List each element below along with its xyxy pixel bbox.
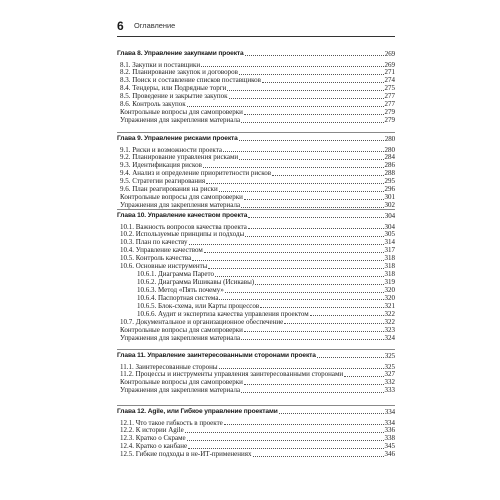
toc-chapter-page-number: 304 [384, 212, 395, 220]
dot-leader [244, 199, 384, 200]
toc-subsection-title: 10.6.1. Диаграмма Парето [137, 270, 215, 279]
dot-leader [317, 357, 384, 358]
dot-leader [224, 424, 384, 425]
toc-section[interactable] [117, 230, 395, 238]
dot-leader [225, 292, 384, 293]
toc-section-title: 8.1. Закупки и поставщики [120, 60, 201, 69]
dot-leader [187, 440, 384, 441]
toc-section-page-number: 323 [384, 325, 395, 334]
dot-leader [253, 456, 384, 457]
toc-section[interactable] [117, 426, 395, 434]
dot-leader [203, 167, 384, 168]
toc-section-title: 8.6. Контроль закупок [120, 100, 186, 109]
toc-section-title: Контрольные вопросы для самопроверки [120, 325, 243, 334]
toc-subsection-page-number: 322 [384, 309, 395, 318]
toc-chapter-title: Глава 12. Agile, или Гибкое управление проектами [117, 408, 278, 415]
toc-section[interactable] [117, 108, 395, 116]
chapter-separator [117, 132, 395, 133]
dot-leader [248, 217, 383, 218]
toc-section-title: 11.2. Процессы и инструменты управления заинтересованными сторонами [120, 370, 344, 379]
toc-section-page-number: 346 [384, 450, 395, 459]
toc-subsection[interactable] [117, 310, 395, 318]
page-header [117, 19, 395, 35]
toc-section-title: 10.3. План по качеству [120, 238, 188, 247]
toc-section-page-number: 324 [384, 333, 395, 342]
toc-chapter-title: Глава 10. Управление качеством проекта [117, 212, 248, 219]
toc-section[interactable] [117, 185, 395, 193]
dot-leader [185, 432, 384, 433]
toc-section[interactable] [117, 419, 395, 427]
toc-section-page-number: 332 [384, 378, 395, 387]
toc-subsection-title: 10.6.5. Блок-схема, или Карты процессов [137, 302, 260, 310]
toc-section-title: 8.3. Поиск и составление списков поставщиков [120, 76, 261, 85]
toc-section-page-number: 302 [384, 201, 395, 210]
header-rule [117, 36, 395, 37]
toc-section-title: 9.1. Риски и возможности проекта [120, 145, 222, 154]
toc-subsection-page-number: 319 [384, 278, 395, 287]
toc-section-page-number: 279 [384, 116, 395, 125]
toc-section-page-number: 277 [384, 92, 395, 101]
dot-leader [189, 244, 384, 245]
toc-section-page-number: 322 [384, 317, 395, 326]
toc-section-page-number: 334 [384, 418, 395, 427]
toc-section-title: 9.4. Анализ и определение приоритетности рисков [120, 169, 272, 178]
toc-section-title: 12.1. Что такое гибкость в проекте [120, 418, 223, 427]
toc-subsection-page-number: 321 [384, 302, 395, 310]
toc-chapter[interactable] [117, 352, 395, 360]
toc-section-title: Контрольные вопросы для самопроверки [120, 193, 243, 202]
dot-leader [204, 252, 384, 253]
toc-chapter[interactable] [117, 135, 395, 143]
toc-section[interactable] [117, 201, 395, 209]
toc-section-page-number: 280 [384, 145, 395, 154]
toc-section[interactable] [117, 386, 395, 394]
toc-section-title: 9.2. Планирование управления рисками [120, 153, 239, 162]
toc-section[interactable] [117, 334, 395, 342]
dot-leader [223, 151, 384, 152]
toc-section[interactable] [117, 116, 395, 124]
running-head: Оглавление [134, 21, 176, 30]
toc-section-page-number: 271 [384, 68, 395, 77]
dot-leader [239, 140, 384, 141]
dot-leader [188, 448, 383, 449]
toc-section-page-number: 333 [384, 386, 395, 395]
dot-leader [241, 392, 383, 393]
toc-section[interactable] [117, 223, 395, 231]
toc-section[interactable] [117, 153, 395, 161]
toc-section-page-number: 317 [384, 246, 395, 255]
toc-section-page-number: 296 [384, 185, 395, 194]
dot-leader [255, 284, 383, 285]
toc-section-page-number: 275 [384, 84, 395, 93]
toc-subsection[interactable] [117, 270, 395, 278]
dot-leader [245, 236, 383, 237]
dot-leader [262, 82, 384, 83]
toc-section-title: 10.6. Основные инструменты [120, 262, 208, 271]
dot-leader [215, 276, 383, 277]
toc-section-title: Контрольные вопросы для самопроверки [120, 378, 243, 387]
toc-section[interactable] [117, 92, 395, 100]
dot-leader [344, 376, 383, 377]
toc-section-title: 10.1. Важность вопросов качества проекта [120, 222, 247, 231]
toc-section[interactable] [117, 254, 395, 262]
toc-section[interactable] [117, 238, 395, 246]
toc-section-page-number: 338 [384, 434, 395, 443]
toc-section-title: Упражнения для закрепления материала [120, 116, 241, 125]
toc-section[interactable] [117, 450, 395, 458]
toc-chapter-page-number: 269 [384, 50, 395, 58]
dot-leader [244, 384, 384, 385]
dot-leader [244, 331, 384, 332]
toc-section[interactable] [117, 146, 395, 154]
toc-section-page-number: 288 [384, 169, 395, 178]
toc-section-title: 8.5. Проведение и закрытие закупок [120, 92, 228, 101]
toc-section[interactable] [117, 177, 395, 185]
toc-section-title: Контрольные вопросы для самопроверки [120, 108, 243, 117]
toc-section-title: 10.2. Используемые принципы и подходы [120, 230, 245, 239]
toc-section-title: 10.7. Документальное и организационное обеспечение [120, 317, 284, 326]
toc-section-page-number: 314 [384, 238, 395, 247]
toc-section-page-number: 345 [384, 442, 395, 451]
dot-leader [227, 90, 383, 91]
toc-subsection[interactable] [117, 294, 395, 302]
toc-section[interactable] [117, 68, 395, 76]
dot-leader [206, 183, 383, 184]
toc-section[interactable] [117, 434, 395, 442]
toc-chapter[interactable] [117, 212, 395, 220]
toc-section[interactable] [117, 370, 395, 378]
dot-leader [239, 74, 384, 75]
toc-subsection-title: 10.6.4. Паспортная система [137, 294, 219, 303]
toc-section-page-number: 301 [384, 193, 395, 202]
toc-section[interactable] [117, 169, 395, 177]
toc-section[interactable] [117, 76, 395, 84]
toc-section-title: 12.3. Кратко о Скраме [120, 434, 186, 443]
toc-chapter-page-number: 334 [384, 408, 395, 416]
toc-subsection-title: 10.6.2. Диаграмма Ишикавы (Исикавы) [137, 278, 255, 287]
toc-chapter-title: Глава 8. Управление закупками проекта [117, 50, 244, 57]
dot-leader [260, 307, 383, 308]
toc-section-page-number: 336 [384, 426, 395, 435]
chapter-separator [117, 209, 395, 210]
toc-section[interactable] [117, 318, 395, 326]
toc-section[interactable] [117, 326, 395, 334]
toc-section[interactable] [117, 193, 395, 201]
dot-leader [310, 315, 384, 316]
dot-leader [208, 268, 383, 269]
toc-section-page-number: 269 [384, 60, 395, 69]
toc-section[interactable] [117, 84, 395, 92]
toc-section-page-number: 284 [384, 153, 395, 162]
toc-chapter-title: Глава 11. Управление заинтересованными сторонами проекта [117, 352, 316, 359]
toc-section[interactable] [117, 100, 395, 108]
dot-leader [187, 106, 384, 107]
dot-leader [192, 260, 383, 261]
toc-subsection-page-number: 318 [384, 270, 395, 279]
chapter-separator [117, 349, 395, 350]
chapter-separator [117, 405, 395, 406]
toc-section-title: 12.2. К истории Agile [120, 426, 184, 435]
dot-leader [241, 122, 383, 123]
dot-leader [219, 191, 384, 192]
toc-chapter-title: Глава 9. Управление рисками проекта [117, 135, 238, 142]
toc-chapter[interactable] [117, 408, 395, 416]
toc-section[interactable] [117, 161, 395, 169]
toc-section-title: 9.6. План реагирования на риски [120, 185, 218, 194]
toc-section-page-number: 327 [384, 370, 395, 379]
toc-section-title: 9.5. Стратегии реагирования [120, 177, 206, 186]
toc-section-title: 10.4. Управление качеством [120, 246, 203, 255]
toc-section[interactable] [117, 61, 395, 69]
toc-section-title: Упражнения для закрепления материала [120, 386, 241, 395]
toc-subsection-page-number: 320 [384, 294, 395, 303]
toc-section-page-number: 325 [384, 362, 395, 371]
toc-section-title: 9.3. Идентификация рисков [120, 161, 202, 170]
toc-section-page-number: 295 [384, 177, 395, 186]
dot-leader [219, 299, 383, 300]
toc-section-page-number: 277 [384, 100, 395, 109]
toc-section[interactable] [117, 442, 395, 450]
toc-section-title: 8.4. Тендеры, или Подрядные торги [120, 84, 227, 93]
dot-leader [284, 323, 383, 324]
dot-leader [239, 159, 383, 160]
dot-leader [241, 207, 383, 208]
toc-section-title: Упражнения для закрепления материала [120, 201, 241, 210]
dot-leader [245, 55, 384, 56]
toc-section-page-number: 279 [384, 108, 395, 117]
toc-section[interactable] [117, 378, 395, 386]
toc-section-page-number: 305 [384, 230, 395, 239]
toc-section-page-number: 318 [384, 254, 395, 263]
toc-section[interactable] [117, 246, 395, 254]
page-number: 6 [117, 19, 124, 33]
toc-chapter-page-number: 280 [384, 135, 395, 143]
dot-leader [241, 339, 383, 340]
toc-section-title: 11.1. Заинтересованные стороны [120, 362, 218, 371]
toc-subsection[interactable] [117, 286, 395, 294]
toc-section-title: Упражнения для закрепления материала [120, 333, 241, 342]
dot-leader [219, 368, 384, 369]
toc-subsection-title: 10.6.6. Аудит и экспертиза качества управления проектом [137, 309, 309, 318]
dot-leader [229, 98, 384, 99]
toc-section[interactable] [117, 262, 395, 270]
dot-leader [244, 114, 384, 115]
toc-section-title: 12.5. Гибкие подходы в не-ИТ-применениях [120, 450, 252, 459]
toc-subsection-page-number: 320 [384, 286, 395, 295]
toc-section-page-number: 318 [384, 262, 395, 271]
dot-leader [248, 228, 384, 229]
toc-section-title: 8.2. Планирование закупок и договоров [120, 68, 238, 77]
toc-subsection-title: 10.6.3. Метод «Пять почему» [137, 286, 224, 295]
toc-chapter[interactable] [117, 50, 395, 58]
toc-section-page-number: 286 [384, 161, 395, 170]
dot-leader [279, 413, 384, 414]
dot-leader [201, 66, 383, 67]
dot-leader [272, 175, 383, 176]
toc-section-title: 10.5. Контроль качества [120, 254, 192, 263]
toc-section[interactable] [117, 363, 395, 371]
toc-subsection[interactable] [117, 302, 395, 310]
toc-subsection[interactable] [117, 278, 395, 286]
toc-section-page-number: 274 [384, 76, 395, 85]
toc-section-title: 12.4. Кратко о канбане [120, 442, 188, 451]
toc-chapter-page-number: 325 [384, 352, 395, 360]
toc-section-page-number: 304 [384, 222, 395, 231]
